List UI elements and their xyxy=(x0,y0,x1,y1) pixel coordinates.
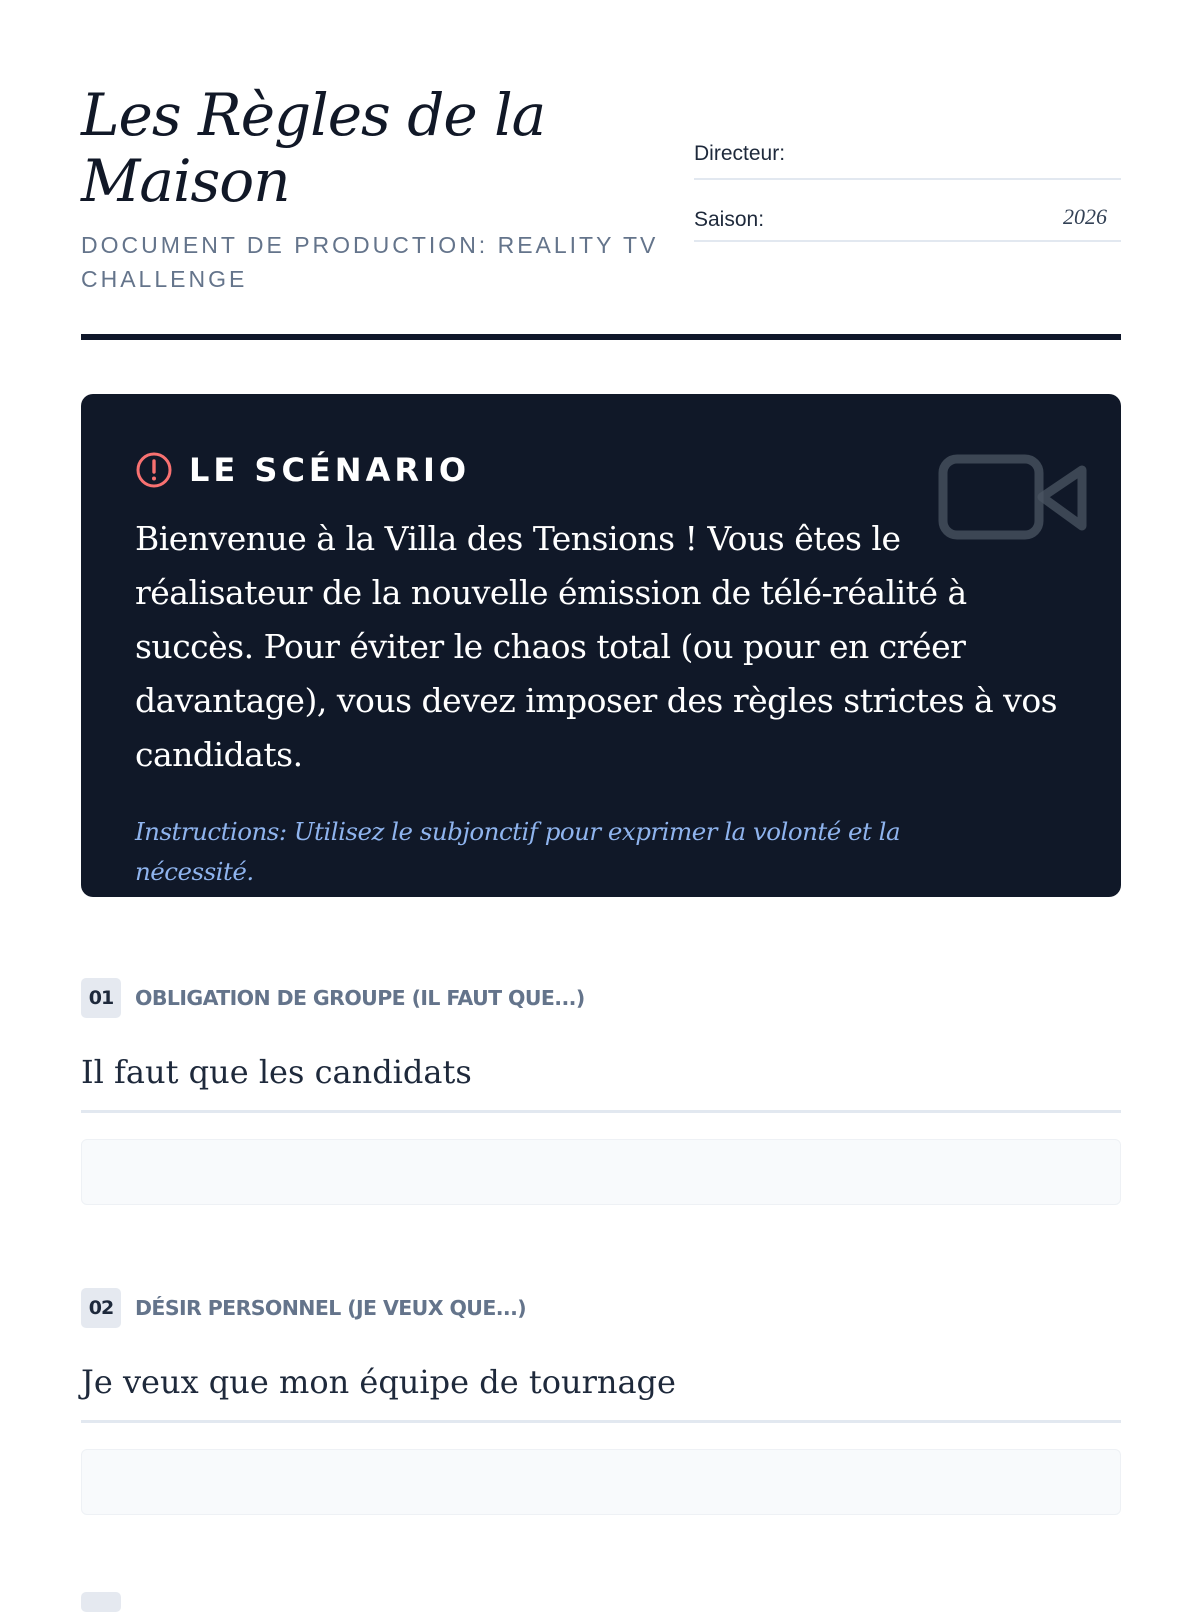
section-number: 01 xyxy=(81,978,121,1018)
page-title: Les Règles de la Maison xyxy=(81,81,546,215)
scenario-heading xyxy=(135,450,1067,490)
document-header xyxy=(81,0,1121,340)
header-divider xyxy=(81,334,1121,340)
section-number: 02 xyxy=(81,1288,121,1328)
scenario-title: LE SCÉNARIO xyxy=(189,451,471,489)
director-field[interactable] xyxy=(694,136,1121,180)
section-title: DÉSIR PERSONNEL (JE VEUX QUE...) xyxy=(135,1296,527,1320)
season-label: Saison: xyxy=(694,208,765,231)
section-heading xyxy=(81,1288,1121,1328)
scenario-text: Bienvenue à la Villa des Tensions ! Vous êtes le réalisateur de la nouvelle émission de télé-réalité à succès. Pour éviter le chaos total (ou pour en créer davantage), vous devez imposer des règles strictes à vos candidats. xyxy=(135,519,1058,774)
sentence-prompt: Il faut que les candidats xyxy=(81,1048,1121,1113)
page-subtitle: DOCUMENT DE PRODUCTION: REALITY TV CHALLENGE xyxy=(81,232,659,292)
section-01 xyxy=(81,978,1121,1205)
section-02 xyxy=(81,1288,1121,1515)
sentence-prompt: Je veux que mon équipe de tournage xyxy=(81,1358,1121,1423)
director-label: Directeur: xyxy=(694,142,786,165)
section-title: OBLIGATION DE GROUPE (IL FAUT QUE...) xyxy=(135,986,585,1010)
scenario-instructions: Instructions: Utilisez le subjonctif pour exprimer la volonté et la nécessité. xyxy=(135,817,901,886)
meta-fields xyxy=(694,136,1121,242)
alert-circle-icon xyxy=(135,451,173,489)
season-field[interactable] xyxy=(694,180,1121,242)
worksheet-page xyxy=(81,0,1121,1401)
answer-input[interactable] xyxy=(81,1139,1121,1205)
section-heading xyxy=(81,978,1121,1018)
answer-input[interactable] xyxy=(81,1449,1121,1515)
section-number xyxy=(81,1592,121,1612)
scenario-card xyxy=(81,394,1121,897)
season-value[interactable]: 2026 xyxy=(1063,204,1107,229)
